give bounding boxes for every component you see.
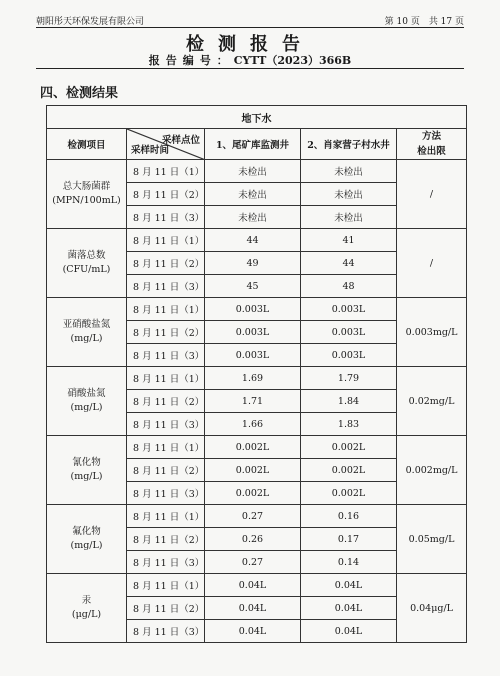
- detection-limit-cell: /: [397, 229, 467, 298]
- site-1-value: 0.003L: [205, 321, 301, 344]
- site-1-value: 未检出: [205, 160, 301, 183]
- site-1-value: 1.71: [205, 390, 301, 413]
- sampling-date-cell: 8 月 11 日（2）: [127, 597, 205, 620]
- detection-limit-cell: 0.04μg/L: [397, 574, 467, 643]
- site-2-value: 0.002L: [301, 436, 397, 459]
- test-item-name: 硝酸盐氮: [67, 388, 106, 400]
- sampling-date-cell: 8 月 11 日（3）: [127, 413, 205, 436]
- site-2-value: 0.16: [301, 505, 397, 528]
- site-2-value: 1.79: [301, 367, 397, 390]
- test-item-name: 氰化物: [72, 457, 101, 469]
- site-2-value: 未检出: [301, 183, 397, 206]
- section-title: 四、检测结果: [40, 86, 119, 101]
- site-2-value: 0.14: [301, 551, 397, 574]
- site-1-value: 0.26: [205, 528, 301, 551]
- sampling-date-cell: 8 月 11 日（1）: [127, 229, 205, 252]
- site-2-value: 48: [301, 275, 397, 298]
- sampling-date-cell: 8 月 11 日（1）: [127, 298, 205, 321]
- header-sampling-time: 采样时间: [131, 145, 170, 157]
- test-item-name: 总大肠菌群: [62, 181, 111, 193]
- test-item-name: 氟化物: [72, 526, 101, 538]
- table-header-row: [47, 129, 467, 160]
- header-site-2: 2、肖家营子村水井: [301, 129, 397, 160]
- site-1-value: 0.003L: [205, 344, 301, 367]
- header-divider: [36, 27, 464, 28]
- site-2-value: 0.002L: [301, 482, 397, 505]
- site-2-value: 0.04L: [301, 597, 397, 620]
- test-item-cell: [47, 160, 127, 229]
- site-1-value: 1.69: [205, 367, 301, 390]
- test-item-cell: [47, 229, 127, 298]
- site-1-value: 未检出: [205, 183, 301, 206]
- test-item-unit: (mg/L): [70, 333, 103, 345]
- sampling-date-cell: 8 月 11 日（1）: [127, 436, 205, 459]
- detection-limit-cell: 0.05mg/L: [397, 505, 467, 574]
- test-item-unit: (MPN/100mL): [52, 195, 121, 207]
- sampling-date-cell: 8 月 11 日（3）: [127, 206, 205, 229]
- site-1-value: 0.04L: [205, 597, 301, 620]
- sampling-date-cell: 8 月 11 日（1）: [127, 160, 205, 183]
- test-item-unit: (mg/L): [70, 402, 103, 414]
- sampling-date-cell: 8 月 11 日（3）: [127, 344, 205, 367]
- sampling-date-cell: 8 月 11 日（1）: [127, 505, 205, 528]
- site-2-value: 44: [301, 252, 397, 275]
- table-title: 地下水: [47, 106, 467, 129]
- page-number: 第 10 页 共 17 页: [384, 17, 464, 27]
- test-item-name: 菌落总数: [67, 250, 106, 262]
- site-1-value: 45: [205, 275, 301, 298]
- site-2-value: 0.17: [301, 528, 397, 551]
- sampling-date-cell: 8 月 11 日（2）: [127, 252, 205, 275]
- site-1-value: 1.66: [205, 413, 301, 436]
- site-1-value: 未检出: [205, 206, 301, 229]
- table-row: [47, 367, 467, 390]
- test-item-unit: (mg/L): [70, 540, 103, 552]
- test-item-unit: (mg/L): [70, 471, 103, 483]
- site-1-value: 0.002L: [205, 459, 301, 482]
- site-2-value: 1.83: [301, 413, 397, 436]
- site-1-value: 0.27: [205, 551, 301, 574]
- table-row: [47, 574, 467, 597]
- site-1-value: 0.002L: [205, 482, 301, 505]
- test-item-cell: [47, 298, 127, 367]
- table-row: [47, 298, 467, 321]
- site-2-value: 0.04L: [301, 620, 397, 643]
- detection-limit-cell: /: [397, 160, 467, 229]
- sampling-date-cell: 8 月 11 日（3）: [127, 551, 205, 574]
- header-diagonal-cell: [127, 129, 205, 160]
- header-method-limit: [397, 129, 467, 160]
- report-number: [0, 52, 500, 68]
- document-title: 检测报告: [186, 34, 314, 55]
- header-site-1: 1、尾矿库监测井: [205, 129, 301, 160]
- title-divider: [36, 68, 464, 69]
- header-method-label: 方法: [422, 131, 442, 142]
- report-number-label: 报告编号：: [148, 54, 234, 67]
- site-1-value: 49: [205, 252, 301, 275]
- table-row: [47, 436, 467, 459]
- sampling-date-cell: 8 月 11 日（3）: [127, 275, 205, 298]
- site-2-value: 1.84: [301, 390, 397, 413]
- sampling-date-cell: 8 月 11 日（2）: [127, 459, 205, 482]
- sampling-date-cell: 8 月 11 日（1）: [127, 574, 205, 597]
- site-2-value: 0.002L: [301, 459, 397, 482]
- detection-limit-cell: 0.002mg/L: [397, 436, 467, 505]
- site-2-value: 0.003L: [301, 321, 397, 344]
- report-number-value: CYTT（2023）366B: [233, 54, 352, 67]
- test-item-name: 汞: [81, 595, 92, 607]
- header-limit-label: 检出限: [417, 146, 446, 158]
- detection-limit-cell: 0.02mg/L: [397, 367, 467, 436]
- site-2-value: 0.04L: [301, 574, 397, 597]
- site-1-value: 44: [205, 229, 301, 252]
- sampling-date-cell: 8 月 11 日（3）: [127, 482, 205, 505]
- test-item-unit: (CFU/mL): [62, 264, 111, 276]
- test-item-cell: [47, 436, 127, 505]
- site-1-value: 0.27: [205, 505, 301, 528]
- sampling-date-cell: 8 月 11 日（2）: [127, 528, 205, 551]
- site-2-value: 41: [301, 229, 397, 252]
- test-item-cell: [47, 367, 127, 436]
- site-1-value: 0.04L: [205, 574, 301, 597]
- table-row: [47, 505, 467, 528]
- site-1-value: 0.003L: [205, 298, 301, 321]
- site-1-value: 0.04L: [205, 620, 301, 643]
- results-table: [46, 105, 467, 643]
- test-item-cell: [47, 505, 127, 574]
- page-header: [36, 14, 464, 27]
- table-row: [47, 229, 467, 252]
- detection-limit-cell: 0.003mg/L: [397, 298, 467, 367]
- company-name: 朝阳彤天环保发展有限公司: [36, 17, 145, 27]
- test-item-unit: (μg/L): [71, 609, 102, 621]
- sampling-date-cell: 8 月 11 日（2）: [127, 390, 205, 413]
- site-1-value: 0.002L: [205, 436, 301, 459]
- header-sampling-point: 采样点位: [161, 135, 200, 146]
- test-item-name: 亚硝酸盐氮: [62, 319, 111, 331]
- header-item: 检测项目: [47, 129, 127, 160]
- sampling-date-cell: 8 月 11 日（2）: [127, 321, 205, 344]
- site-2-value: 0.003L: [301, 298, 397, 321]
- sampling-date-cell: 8 月 11 日（3）: [127, 620, 205, 643]
- site-2-value: 未检出: [301, 206, 397, 229]
- test-item-cell: [47, 574, 127, 643]
- sampling-date-cell: 8 月 11 日（2）: [127, 183, 205, 206]
- sampling-date-cell: 8 月 11 日（1）: [127, 367, 205, 390]
- site-2-value: 0.003L: [301, 344, 397, 367]
- table-row: [47, 160, 467, 183]
- table-title-row: [47, 106, 467, 129]
- site-2-value: 未检出: [301, 160, 397, 183]
